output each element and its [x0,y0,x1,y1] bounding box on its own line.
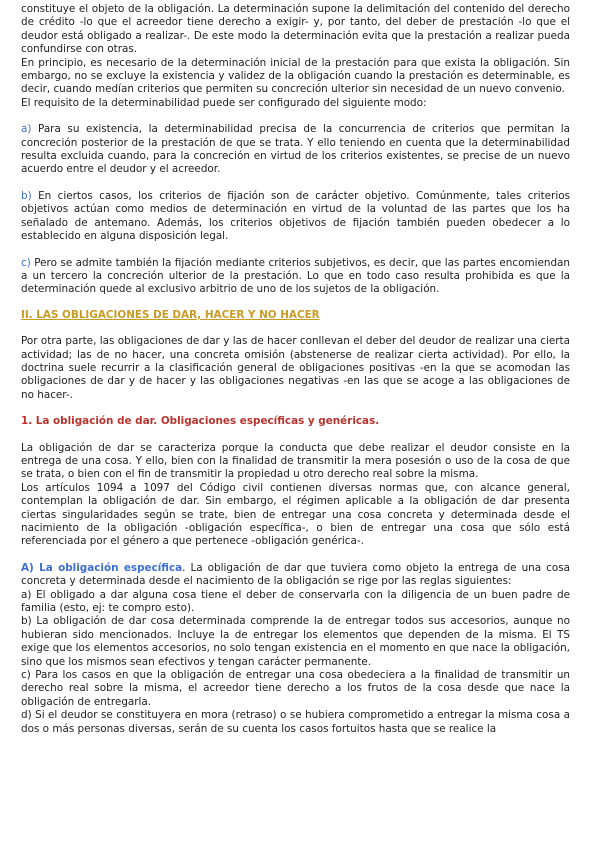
section-heading: II. LAS OBLIGACIONES DE DAR, HACER Y NO HACER [21,308,320,321]
item-c-text: Pero se admite también la fijación mediante criterios subjetivos, es decir, que las partes encomiendan a un tercero la concreción ulterior de la prestación. Lo que en todo caso resulta prohibida es que la determinación quede al exclusivo arbitrio de uno de los sujetos de la obligación. [21,256,570,296]
item-a-text: Para su existencia, la determinabilidad precisa de la concurrencia de criterios que permitan la concreción posterior de la prestación de que se trata. Y ello teniendo en cuenta que la determinabilidad resulta excluida cuando, para la concreción en virtud de los criterios existentes, se precise de un nuevo acuerdo entre el deudor y el acreedor. [21,123,570,176]
subsection-paragraph-1: La obligación de dar se caracteriza porque la conducta que debe realizar el deudor consiste en la entrega de una cosa. Y ello, bien con la finalidad de transmitir la mera posesión o uso de la cosa de que se trata, o bien con el fin de transmitir la propiedad u otro derecho real sobre la misma. [21,441,570,481]
specific-obligation-heading: A) La obligación específica [21,561,183,574]
item-b [21,190,570,244]
item-a [21,123,570,177]
item-b-label: b) [21,189,32,202]
item-a-label: a) [21,123,32,136]
item-c [21,257,570,297]
subsection-heading: 1. La obligación de dar. Obligaciones específicas y genéricas. [21,415,380,428]
specific-obligation-intro [21,562,570,589]
specific-obligation-intro-text: . La obligación de dar que tuviera como objeto la entrega de una cosa concreta y determinada desde el nacimiento de la obligación se rige por las reglas siguientes: [21,561,571,588]
rule-b: b) La obligación de dar cosa determinada comprende la de entregar todos sus accesorios, aunque no hubieran sido mencionados. Incluye la de entregar los elementos que dependen de la misma. El TS exige que los elementos accesorios, no solo tengan existencia en el momento en que nace la obligación, sino que los mismos sean efectivos y tengan carácter permanente. [21,615,570,668]
subsection-paragraph-2: Los artículos 1094 a 1097 del Código civil contienen diversas normas que, con alcance general, contemplan la obligación de dar. Sin embargo, el régimen aplicable a la obligación de dar presenta ciertas singularidades según se trate, bien de entregar una cosa concreta y determinada desde el nacimiento de la obligación -obligación específica-, o bien de entregar una cosa que sólo está referenciada por el género a que pertenece -obligación genérica-. [21,481,570,548]
rule-d: d) Si el deudor se constituyera en mora (retraso) o se hubiera comprometido a entregar la misma cosa a dos o más personas diversas, serán de su cuenta los casos fortuitos hasta que se realice la [21,709,570,735]
item-b-text: En ciertos casos, los criterios de fijación son de carácter objetivo. Comúnmente, tales criterios objetivos actúan como medios de determinación en virtud de la voluntad de las partes que los ha señalado de antemano. Además, los criterios objetivos de fijación también pueden obedecer a lo establecido en alguna disposición legal. [21,189,570,243]
intro-paragraph-1: constituye el objeto de la obligación. La determinación supone la delimitación del contenido del derecho de crédito -lo que el acreedor tiene derecho a exigir- y, por tanto, del deber de prestación -lo que el deudor está obligado a realizar-. De este modo la determinación evita que la prestación a realizar pueda confundirse con otras. [21,3,570,56]
intro-paragraph-3: El requisito de la determinabilidad puede ser configurado del siguiente modo: [21,96,427,109]
rule-a: a) El obligado a dar alguna cosa tiene el deber de conservarla con la diligencia de un buen padre de familia (esto, ej: te compro esto). [21,588,570,615]
rule-c: c) Para los casos en que la obligación de entregar una cosa obedeciera a la finalidad de transmitir un derecho real sobre la misma, el acreedor tiene derecho a los frutos de la cosa desde que nace la obligación de entregarla. [21,669,570,708]
intro-paragraph-2: En principio, es necesario de la determinación inicial de la prestación para que exista la obligación. Sin embargo, no se excluye la existencia y validez de la obligación cuando la prestación es determinable, es decir, cuando medían criterios que permiten su concreción ulterior sin necesidad de un nuevo convenio. [21,56,570,96]
item-c-label: c) [21,256,31,269]
section-paragraph: Por otra parte, las obligaciones de dar y las de hacer conllevan el deber del deudor de realizar una cierta actividad; las de no hacer, una concreta omisión (abstenerse de realizar cierta actividad). Por ello, la doctrina suele recurrir a la clasificación general de obligaciones positivas -en la que se acomodan las obligaciones de dar y de hacer y las obligaciones negativas -en las que se acoge a las obligaciones de no hacer-. [21,335,570,401]
